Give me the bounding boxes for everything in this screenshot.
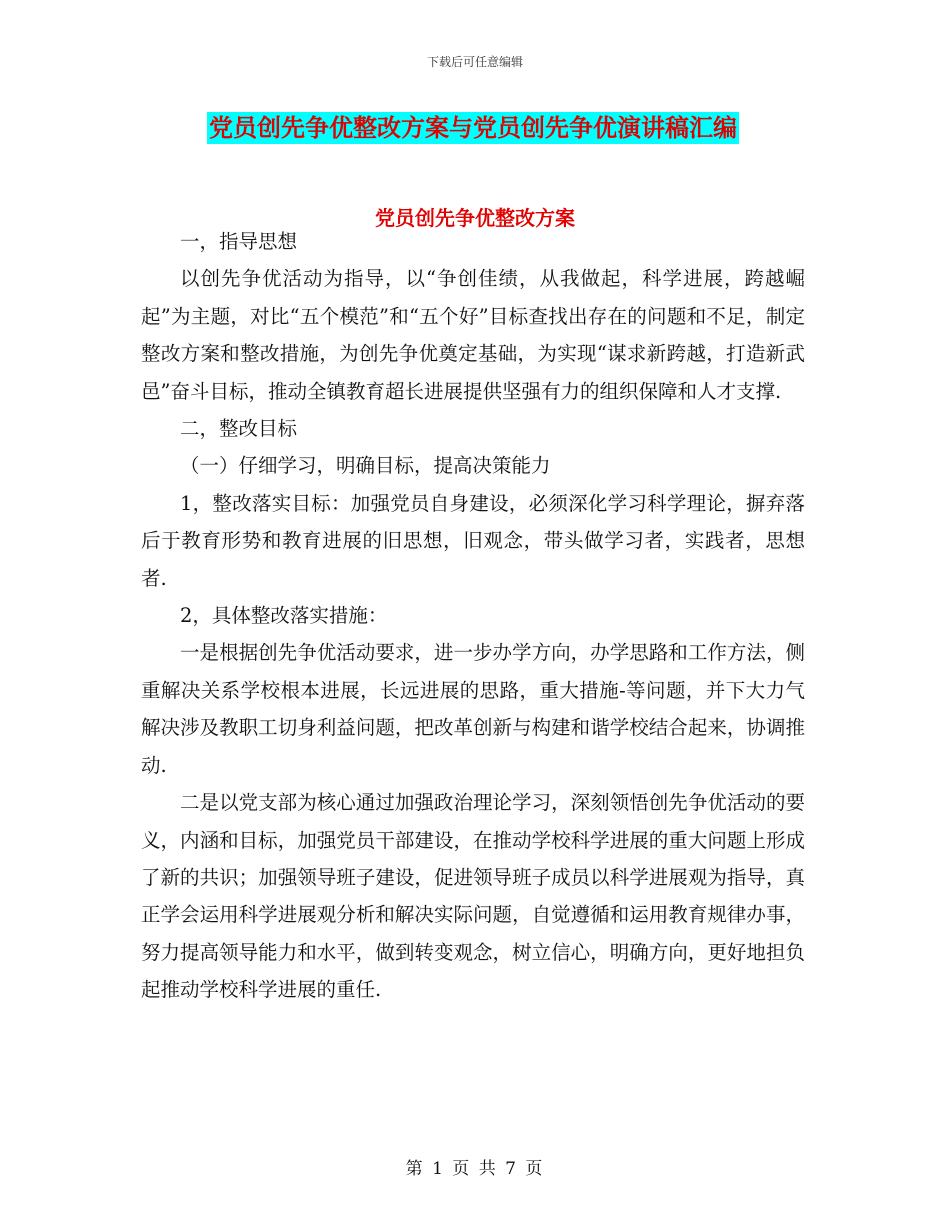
paragraph: 以创先争优活动为指导，以“争创佳绩，从我做起，科学进展，跨越崛起”为主题，对比“五个模范”和“五个好”目标查找出存在的问题和不足，制定整改方案和整改措施，为创先争优奠定基础，为实现“谋求新跨越，打造新武邑”奋斗目标，推动全镇教育超长进展提供坚强有力的组织保障和人才支撑. xyxy=(141,267,805,403)
paragraph: 1，整改落实目标：加强党员自身建设，必须深化学习科学理论，摒弃落后于教育形势和教育进展的旧思想，旧观念，带头做学习者，实践者，思想者. xyxy=(141,491,805,590)
section-title: 党员创先争优整改方案 xyxy=(375,206,575,230)
heading-guiding-ideology: 一，指导思想 xyxy=(180,230,298,253)
paragraph: 一是根据创先争优活动要求，进一步办学方向，办学思路和工作方法，侧重解决关系学校根本进展，长远进展的思路，重大措施-等问题，并下大力气解决涉及教职工切身利益问题，把改革创新与构建和谐学校结合起来，协调推动. xyxy=(141,641,805,777)
header-note: 下载后可任意编辑 xyxy=(426,55,523,69)
subheading: （一）仔细学习，明确目标，提高决策能力 xyxy=(180,454,551,478)
page-footer: 第 1 页 共 7 页 xyxy=(405,1159,545,1179)
paragraph: 2，具体整改落实措施： xyxy=(180,604,388,628)
heading-rectification-goals: 二，整改目标 xyxy=(180,417,298,441)
document-body xyxy=(141,223,805,1009)
paragraph: 二是以党支部为核心通过加强政治理论学习，深刻领悟创先争优活动的要义，内涵和目标，加强党员干部建设，在推动学校科学进展的重大问题上形成了新的共识；加强领导班子建设，促进领导班子成员以科学进展观为指导，真正学会运用科学进展观分析和解决实际问题，自觉遵循和运用教育规律办事，努力提高领导能力和水平，做到转变观念，树立信心，明确方向，更好地担负起推动学校科学进展的重任. xyxy=(141,791,805,1002)
document-main-title: 党员创先争优整改方案与党员创先争优演讲稿汇编 xyxy=(209,114,737,142)
